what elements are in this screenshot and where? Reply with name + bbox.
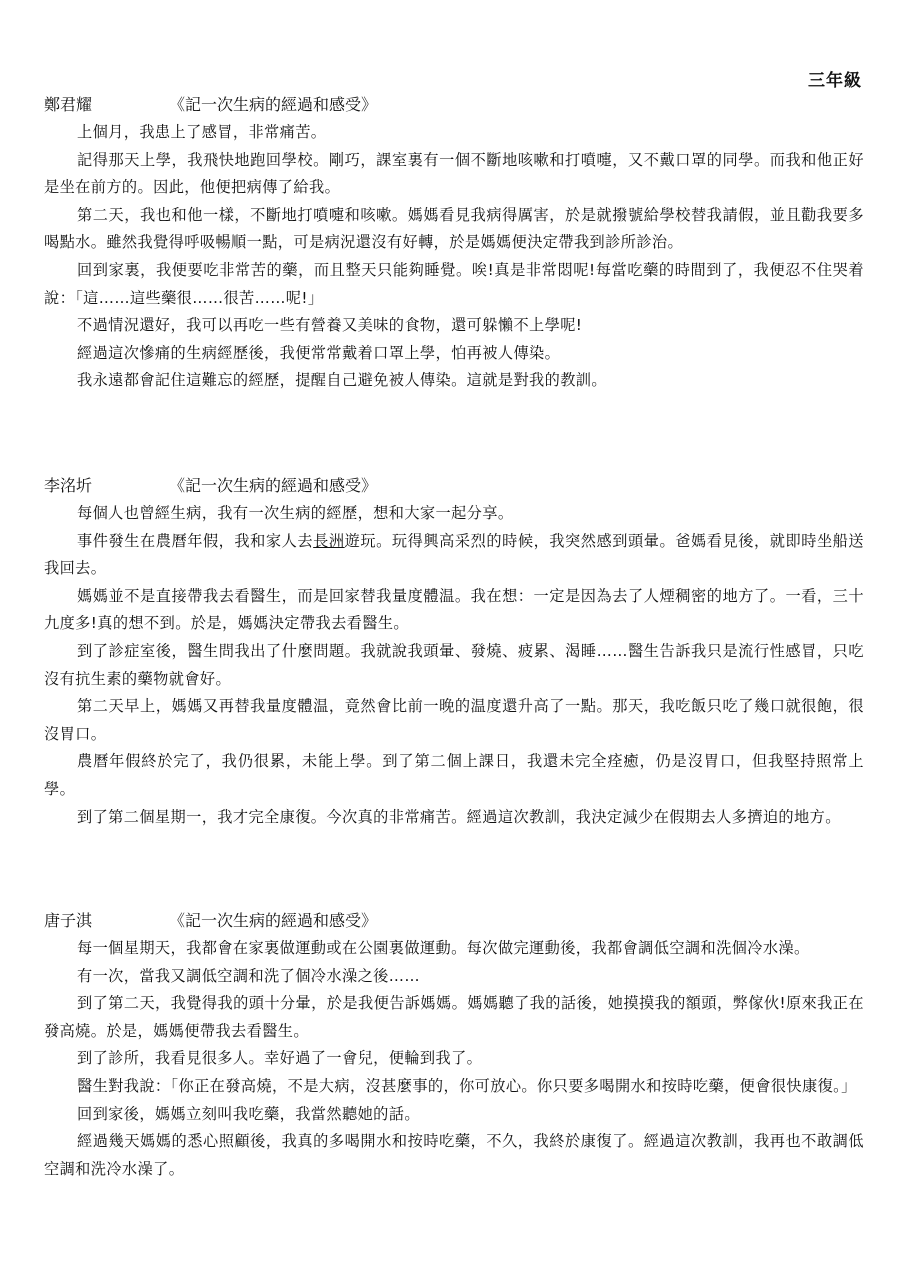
paragraph: 第二天，我也和他一樣，不斷地打噴嚏和咳嗽。媽媽看見我病得厲害，於是就撥號給學校替我請假，並且勸我要多喝點水。雖然我覺得呼吸暢順一點，可是病況還沒有好轉，於是媽媽便決定帶我到診所診治。 (44, 205, 864, 252)
paragraph: 每個人也曾經生病，我有一次生病的經歷，想和大家一起分享。 (77, 504, 514, 522)
author-name: 鄭君耀 (44, 95, 93, 114)
paragraph: 回到家後，媽媽立刻叫我吃藥，我當然聽她的話。 (77, 1104, 420, 1123)
paragraph: 醫生對我說：「你正在發高燒，不是大病，沒甚麼事的，你可放心。你只要多喝開水和按時吃藥，便會很快康復。」 (77, 1076, 857, 1095)
essay-header (44, 473, 864, 500)
paragraph: 經過幾天媽媽的悉心照顧後，我真的多喝開水和按時吃藥，不久，我終於康復了。經過這次教訓，我再也不敢調低空調和洗冷水澡了。 (44, 1132, 864, 1178)
paragraph: 不過情況還好，我可以再吃一些有營養又美味的食物，還可躲懶不上學呢! (77, 316, 583, 335)
text-segment: 事件發生在農曆年假，我和家人去 (77, 531, 314, 550)
place-name-underlined: 長洲 (313, 531, 345, 550)
essay-2 (44, 473, 864, 831)
paragraph: 經過這次慘痛的生病經歷後，我便常常戴着口罩上學，怕再被人傳染。 (77, 343, 561, 362)
paragraph: 到了診症室後，醫生問我出了什麼問題。我就說我頭暈、發燒、疲累、渴睡……醫生告訴我只是流行性感冒，只吃沒有抗生素的藥物就會好。 (44, 641, 864, 688)
paragraph: 回到家裏，我便要吃非常苦的藥，而且整天只能夠睡覺。唉!真是非常悶呢!每當吃藥的時間到了，我便忍不住哭着說：「這……這些藥很……很苦……呢!」 (44, 260, 864, 307)
paragraph (44, 528, 864, 583)
paragraph: 上個月，我患上了感冒，非常痛苦。 (77, 123, 327, 141)
paragraph: 媽媽並不是直接帶我去看醫生，而是回家替我量度體温。我在想：一定是因為去了人煙稠密的地方了。一看，三十九度多!真的想不到。於是，媽媽決定帶我去看醫生。 (44, 586, 864, 633)
essay-title: 《記一次生病的經過和感受》 (169, 95, 378, 114)
author-name: 唐子淇 (44, 911, 93, 930)
author-name: 李洺圻 (44, 476, 93, 495)
essay-3 (44, 908, 864, 1183)
essay-header (44, 92, 864, 119)
paragraph: 每一個星期天，我都會在家裏做運動或在公園裏做運動。每次做完運動後，我都會調低空調和洗個冷水澡。 (77, 939, 810, 957)
paragraph: 記得那天上學，我飛快地跑回學校。剛巧，課室裏有一個不斷地咳嗽和打噴嚏，又不戴口罩的同學。而我和他正好是坐在前方的。因此，他便把病傳了給我。 (44, 150, 864, 197)
paragraph: 我永遠都會記住這難忘的經歷，提醒自己避免被人傳染。這就是對我的教訓。 (77, 371, 607, 390)
paragraph: 到了第二天，我覺得我的頭十分暈，於是我便告訴媽媽。媽媽聽了我的話後，她摸摸我的額頭，弊傢伙!原來我正在發高燒。於是，媽媽便帶我去看醫生。 (44, 994, 864, 1040)
paragraph: 到了第二個星期一，我才完全康復。今次真的非常痛苦。經過這次教訓，我決定減少在假期去人多擠迫的地方。 (77, 807, 841, 826)
paragraph: 到了診所，我看見很多人。幸好過了一會兒，便輪到我了。 (77, 1049, 483, 1068)
essay-header (44, 908, 864, 935)
grade-label: 三年級 (808, 71, 862, 91)
paragraph: 有一次，當我又調低空調和洗了個冷水澡之後…… (77, 966, 420, 985)
essay-title: 《記一次生病的經過和感受》 (169, 476, 378, 495)
paragraph: 農曆年假終於完了，我仍很累，未能上學。到了第二個上課日，我還未完全痊癒，仍是沒胃口，但我堅持照常上學。 (44, 752, 864, 798)
essay-title: 《記一次生病的經過和感受》 (169, 911, 378, 930)
text-segment: 遊玩。玩得興高采烈的時候，我突然感到頭暈。爸媽看見後，就即時坐船送我回去。 (44, 531, 865, 578)
paragraph: 第二天早上，媽媽又再替我量度體温，竟然會比前一晚的温度還升高了一點。那天，我吃飯只吃了幾口就很飽，很沒胃口。 (44, 697, 864, 743)
essay-1 (44, 92, 864, 395)
